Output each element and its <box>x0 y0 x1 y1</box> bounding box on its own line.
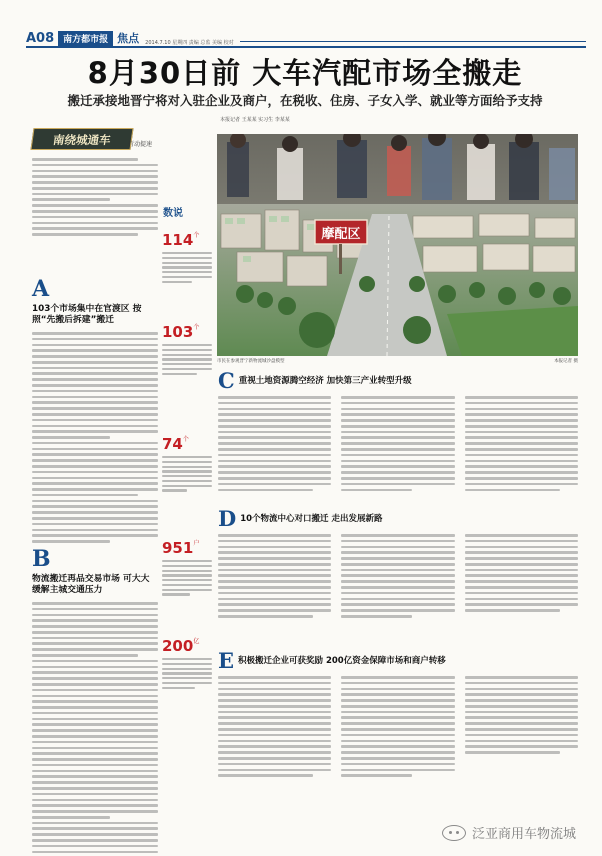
page-number: A08 <box>26 31 55 46</box>
section-label: 焦点 <box>117 32 140 45</box>
section-b-text <box>32 602 158 856</box>
section-c-title: 重视土地资源腾空经济 加快第三产业转型升级 <box>238 375 412 386</box>
section-a-title: 103个市场集中在官渡区 按照“先搬后拆建”搬迁 <box>32 304 142 325</box>
headline: 8月30日前 大车汽配市场全搬走 <box>87 56 523 90</box>
section-d-head <box>218 508 383 530</box>
number-unit: 个 <box>193 232 200 239</box>
number-value: 114 <box>162 231 194 249</box>
number-value: 200 <box>162 637 194 655</box>
section-e-letter: E <box>218 648 235 673</box>
section-e-title: 积极搬迁企业可获奖励 200亿资金保障市场和商户转移 <box>238 655 446 666</box>
header-rule <box>240 41 586 42</box>
section-e-text <box>218 676 578 777</box>
sign-text: 摩配区 <box>321 227 361 242</box>
number-item <box>162 636 212 691</box>
caption-credit: 本报记者 摄 <box>554 359 578 364</box>
wechat-icon <box>442 825 466 841</box>
sandtable-photo <box>217 134 578 356</box>
numbers-column <box>162 204 212 724</box>
watermark-text: 泛亚商用车物流城 <box>471 827 576 842</box>
number-unit: 个 <box>193 324 200 331</box>
section-d-text <box>218 534 578 618</box>
section-d-letter: D <box>218 506 237 531</box>
masthead-logo: 南方都市报 <box>58 31 113 46</box>
intro-text <box>32 158 158 236</box>
number-value: 74 <box>162 435 183 453</box>
number-item <box>162 322 212 377</box>
section-a-letter: A <box>32 276 50 302</box>
subheadline: 搬迁承接地晋宁将对入驻企业及商户，在税收、住房、子女入学、就业等方面给予支持 <box>67 93 543 108</box>
column-badge-sub: 行动提速 <box>128 141 153 148</box>
number-unit: 个 <box>182 436 189 443</box>
number-unit: 户 <box>193 540 200 547</box>
section-d-title: 10个物流中心对口搬迁 走出发展新路 <box>240 513 383 524</box>
section-b-letter: B <box>32 546 51 572</box>
sandtable-illustration <box>217 134 578 356</box>
number-value: 103 <box>162 323 194 341</box>
byline: 本报记者 王某某 实习生 李某某 <box>220 117 290 123</box>
photo-caption <box>217 358 578 364</box>
section-a-text <box>32 332 158 543</box>
watermark <box>442 823 576 842</box>
number-item <box>162 434 212 494</box>
left-column <box>32 128 158 818</box>
number-item <box>162 538 212 598</box>
column-badge: 南绕城通车 <box>30 128 133 150</box>
number-unit: 亿 <box>193 638 200 645</box>
number-value: 951 <box>162 539 194 557</box>
section-c-letter: C <box>218 368 235 393</box>
section-b-title: 物流搬迁再品交易市场 可大大缓解主城交通压力 <box>32 574 150 595</box>
header-meta: 2014.7.10 星期四 责编 总监 美编 校对 <box>145 40 234 46</box>
page-header <box>26 30 586 48</box>
section-e-head <box>218 650 446 672</box>
caption-text: 市民在参观晋宁新物流城沙盘模型 <box>217 359 285 364</box>
numbers-title: 数说 <box>163 208 183 219</box>
section-c-head <box>218 370 412 392</box>
number-item <box>162 230 212 285</box>
section-c-text <box>218 396 578 491</box>
